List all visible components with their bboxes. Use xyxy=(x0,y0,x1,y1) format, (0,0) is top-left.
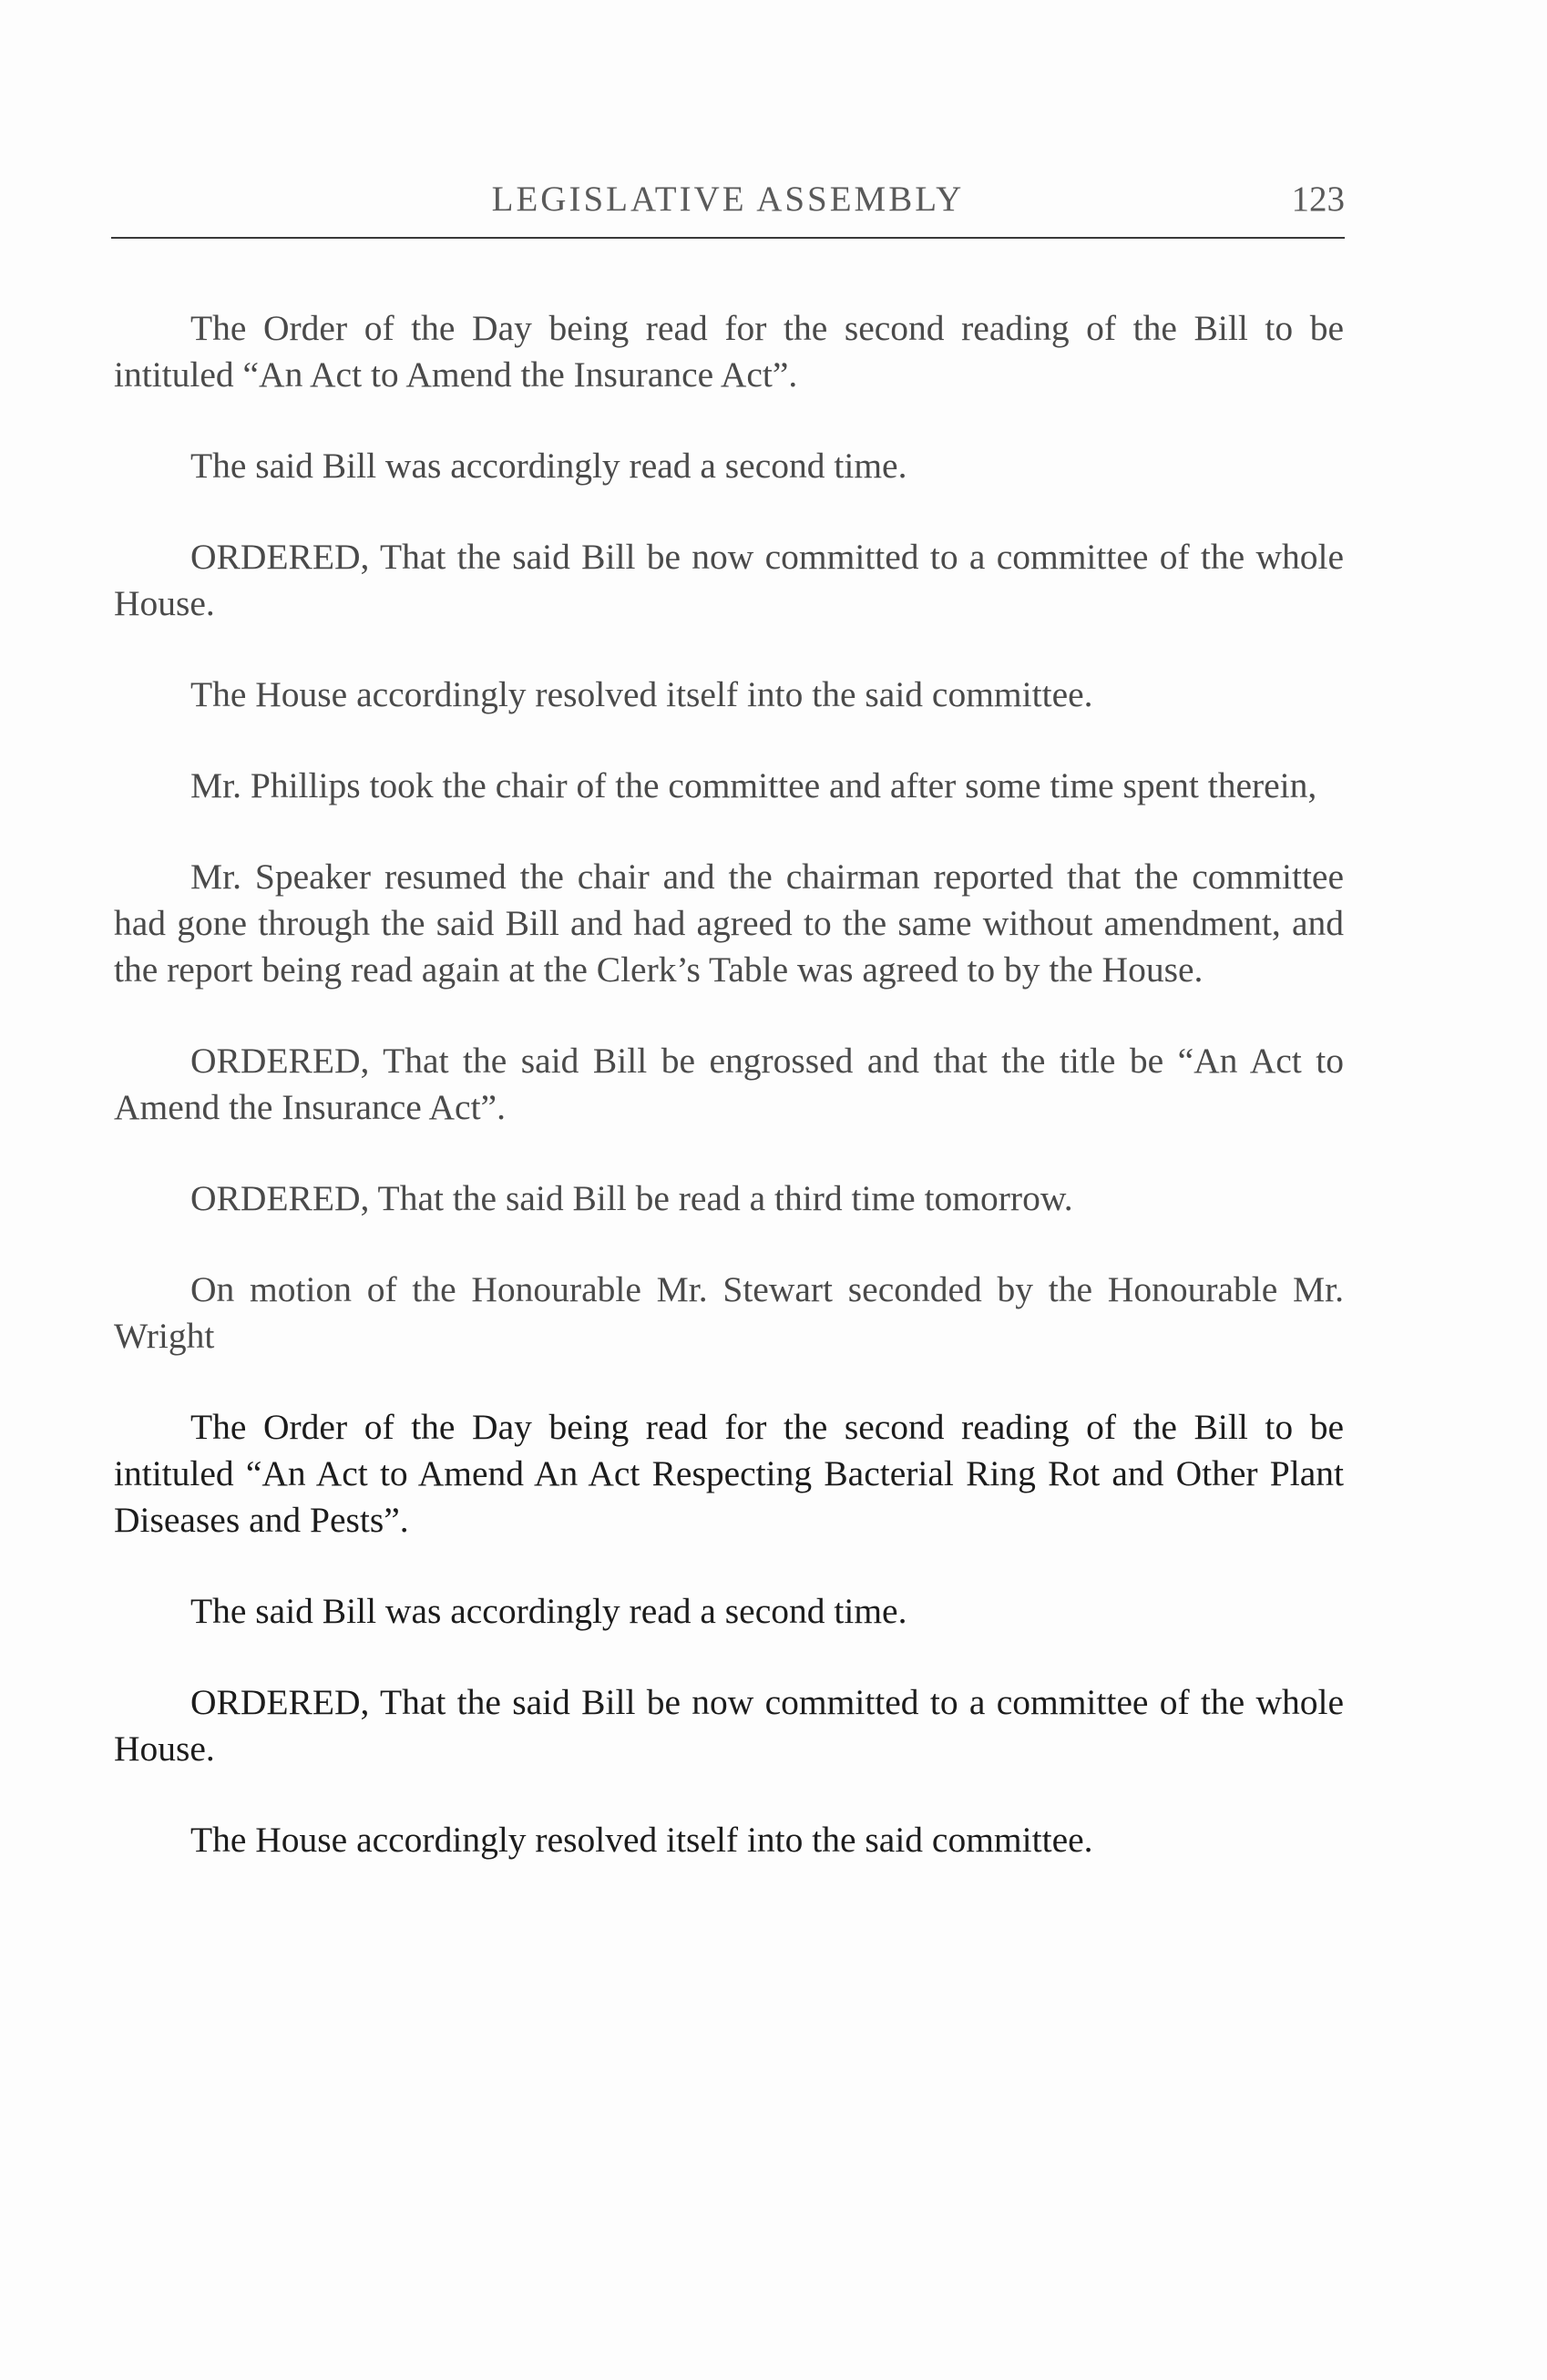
paragraph: ORDERED, That the said Bill be engrossed and that the title be “An Act to Amend the Insurance Act”. xyxy=(114,1041,1344,1127)
paragraph: The House accordingly resolved itself into the said committee. xyxy=(190,674,1093,714)
paragraph: The said Bill was accordingly read a second time. xyxy=(190,1591,907,1631)
body-text xyxy=(114,305,1344,1908)
paragraph: Mr. Phillips took the chair of the committee and after some time spent therein, xyxy=(190,765,1317,805)
paragraph: ORDERED, That the said Bill be now committed to a committee of the whole House. xyxy=(114,1682,1344,1769)
paragraph: ORDERED, That the said Bill be now committed to a committee of the whole House. xyxy=(114,537,1344,623)
paragraph: The Order of the Day being read for the second reading of the Bill to be intituled “An Act to Amend An Act Respecting Bacterial Ring Rot and Other Plant Diseases and Pests”. xyxy=(114,1407,1344,1540)
running-title: LEGISLATIVE ASSEMBLY xyxy=(491,180,965,219)
paragraph: The said Bill was accordingly read a second time. xyxy=(190,446,907,486)
page-number: 123 xyxy=(1291,180,1345,219)
paragraph: ORDERED, That the said Bill be read a third time tomorrow. xyxy=(190,1178,1073,1218)
paragraph: The Order of the Day being read for the second reading of the Bill to be intituled “An Act to Amend the Insurance Act”. xyxy=(114,308,1344,395)
paragraph: The House accordingly resolved itself into the said committee. xyxy=(190,1820,1093,1860)
page-header xyxy=(111,179,1345,239)
paragraph: On motion of the Honourable Mr. Stewart seconded by the Honourable Mr. Wright xyxy=(114,1269,1344,1356)
paragraph: Mr. Speaker resumed the chair and the chairman reported that the committee had gone through the said Bill and had agreed to the same without amendment, and the report being read again at the Clerk’s Table was agreed to by the House. xyxy=(114,857,1344,990)
